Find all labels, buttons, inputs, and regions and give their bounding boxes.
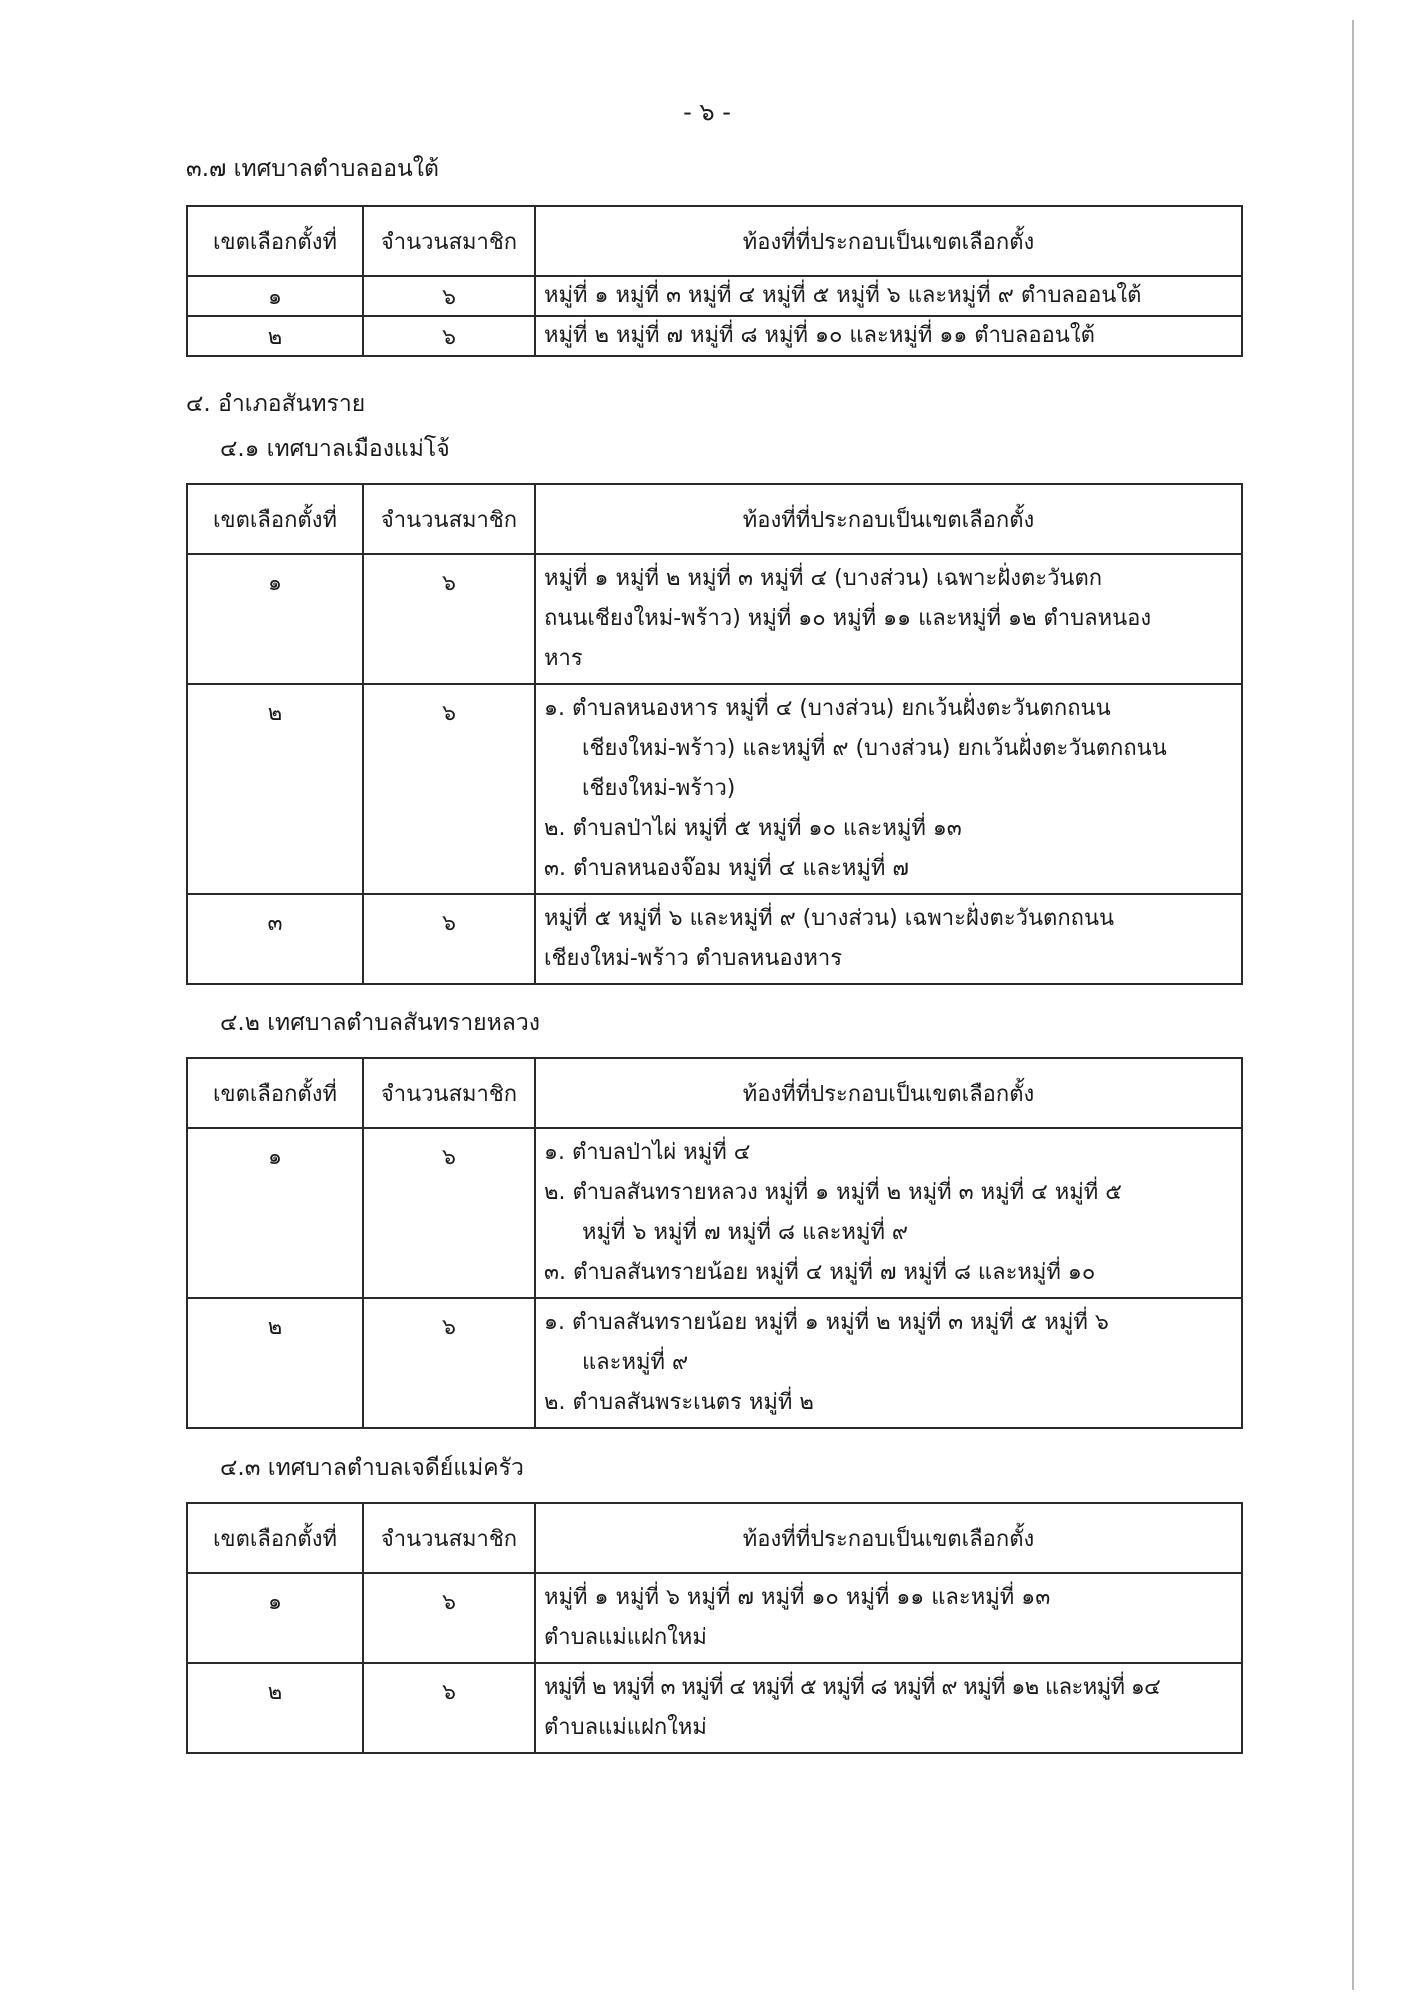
district-table-chedi-mae-khrua — [186, 1502, 1243, 1754]
header-area: ท้องที่ที่ประกอบเป็นเขตเลือกตั้ง — [535, 484, 1242, 554]
district-number: ๒ — [187, 316, 363, 356]
area-line: หมู่ที่ ๑ หมู่ที่ ๓ หมู่ที่ ๔ หมู่ที่ ๕ หมู่ที่ ๖ และหมู่ที่ ๙ ตำบลออนใต้ — [544, 283, 1142, 308]
area-line: และหมู่ที่ ๙ — [582, 1350, 689, 1375]
area-line: ๑. ตำบลหนองหาร หมู่ที่ ๔ (บางส่วน) ยกเว้นฝั่งตะวันตกถนน — [544, 696, 1111, 721]
table-header-row — [187, 206, 1242, 276]
area-line: เชียงใหม่-พร้าว ตำบลหนองหาร — [544, 946, 843, 971]
district-number: ๑ — [187, 1128, 363, 1298]
district-number: ๒ — [187, 1663, 363, 1753]
district-number: ๑ — [187, 276, 363, 316]
district-number: ๒ — [187, 684, 363, 894]
table-row — [187, 1128, 1242, 1298]
member-count: ๖ — [363, 1663, 535, 1753]
area-line: ถนนเชียงใหม่-พร้าว) หมู่ที่ ๑๐ หมู่ที่ ๑๑ และหมู่ที่ ๑๒ ตำบลหนอง — [544, 606, 1152, 631]
member-count: ๖ — [363, 1298, 535, 1428]
table-header-row — [187, 484, 1242, 554]
area-line: เชียงใหม่-พร้าว) และหมู่ที่ ๙ (บางส่วน) ยกเว้นฝั่งตะวันตกถนน — [582, 736, 1167, 761]
district-number: ๑ — [187, 1573, 363, 1663]
table-header-row — [187, 1503, 1242, 1573]
area-description — [535, 894, 1242, 984]
header-members: จำนวนสมาชิก — [363, 484, 535, 554]
table-header-row — [187, 1058, 1242, 1128]
district-table-mae-jo — [186, 483, 1243, 985]
area-line: ตำบลแม่แฝกใหม่ — [544, 1715, 707, 1740]
header-members: จำนวนสมาชิก — [363, 1503, 535, 1573]
table-row — [187, 1663, 1242, 1753]
area-description — [535, 1128, 1242, 1298]
member-count: ๖ — [363, 894, 535, 984]
table-row — [187, 316, 1242, 356]
area-line: หมู่ที่ ๖ หมู่ที่ ๗ หมู่ที่ ๘ และหมู่ที่ ๙ — [582, 1220, 909, 1245]
table-row — [187, 554, 1242, 684]
district-number: ๑ — [187, 554, 363, 684]
area-line: ๑. ตำบลป่าไผ่ หมู่ที่ ๔ — [544, 1140, 751, 1165]
area-line: เชียงใหม่-พร้าว) — [582, 776, 736, 801]
header-district: เขตเลือกตั้งที่ — [187, 1058, 363, 1128]
area-line: ๓. ตำบลหนองจ๊อม หมู่ที่ ๔ และหมู่ที่ ๗ — [544, 856, 909, 881]
area-description — [535, 1663, 1242, 1753]
page-number: - ๖ - — [683, 98, 731, 126]
area-line: ตำบลแม่แฝกใหม่ — [544, 1625, 707, 1650]
area-line: หมู่ที่ ๑ หมู่ที่ ๒ หมู่ที่ ๓ หมู่ที่ ๔ (บางส่วน) เฉพาะฝั่งตะวันตก — [544, 566, 1103, 591]
header-district: เขตเลือกตั้งที่ — [187, 1503, 363, 1573]
area-line: ๑. ตำบลสันทรายน้อย หมู่ที่ ๑ หมู่ที่ ๒ หมู่ที่ ๓ หมู่ที่ ๕ หมู่ที่ ๖ — [544, 1310, 1109, 1335]
member-count: ๖ — [363, 1573, 535, 1663]
section-heading-4-2: ๔.๒ เทศบาลตำบลสันทรายหลวง — [220, 1010, 541, 1036]
header-members: จำนวนสมาชิก — [363, 206, 535, 276]
header-area: ท้องที่ที่ประกอบเป็นเขตเลือกตั้ง — [535, 1058, 1242, 1128]
area-description — [535, 276, 1242, 316]
area-line: ๒. ตำบลสันพระเนตร หมู่ที่ ๒ — [544, 1390, 814, 1415]
district-table-on-tai — [186, 205, 1243, 357]
district-table-san-sai-luang — [186, 1057, 1243, 1429]
area-line: หาร — [544, 646, 583, 671]
area-description — [535, 1573, 1242, 1663]
area-description — [535, 316, 1242, 356]
member-count: ๖ — [363, 276, 535, 316]
section-heading-3-7: ๓.๗ เทศบาลตำบลออนใต้ — [186, 156, 439, 182]
area-line: หมู่ที่ ๕ หมู่ที่ ๖ และหมู่ที่ ๙ (บางส่วน) เฉพาะฝั่งตะวันตกถนน — [544, 906, 1115, 931]
area-line: หมู่ที่ ๑ หมู่ที่ ๖ หมู่ที่ ๗ หมู่ที่ ๑๐ หมู่ที่ ๑๑ และหมู่ที่ ๑๓ — [544, 1585, 1051, 1610]
table-row — [187, 894, 1242, 984]
area-line: หมู่ที่ ๒ หมู่ที่ ๗ หมู่ที่ ๘ หมู่ที่ ๑๐ และหมู่ที่ ๑๑ ตำบลออนใต้ — [544, 323, 1095, 348]
table-row — [187, 1573, 1242, 1663]
table-row — [187, 684, 1242, 894]
header-district: เขตเลือกตั้งที่ — [187, 484, 363, 554]
area-description — [535, 1298, 1242, 1428]
member-count: ๖ — [363, 554, 535, 684]
area-description — [535, 554, 1242, 684]
header-district: เขตเลือกตั้งที่ — [187, 206, 363, 276]
header-area: ท้องที่ที่ประกอบเป็นเขตเลือกตั้ง — [535, 1503, 1242, 1573]
member-count: ๖ — [363, 316, 535, 356]
district-number: ๒ — [187, 1298, 363, 1428]
area-line: หมู่ที่ ๒ หมู่ที่ ๓ หมู่ที่ ๔ หมู่ที่ ๕ หมู่ที่ ๘ หมู่ที่ ๙ หมู่ที่ ๑๒ และหมู่ที่ ๑๔ — [544, 1675, 1161, 1700]
member-count: ๖ — [363, 1128, 535, 1298]
district-number: ๓ — [187, 894, 363, 984]
area-line: ๒. ตำบลสันทรายหลวง หมู่ที่ ๑ หมู่ที่ ๒ หมู่ที่ ๓ หมู่ที่ ๔ หมู่ที่ ๕ — [544, 1180, 1122, 1205]
section-heading-4: ๔. อำเภอสันทราย — [186, 391, 366, 417]
section-heading-4-3: ๔.๓ เทศบาลตำบลเจดีย์แม่ครัว — [220, 1455, 524, 1481]
header-area: ท้องที่ที่ประกอบเป็นเขตเลือกตั้ง — [535, 206, 1242, 276]
table-row — [187, 276, 1242, 316]
page-edge-line — [1352, 20, 1354, 1990]
table-row — [187, 1298, 1242, 1428]
header-members: จำนวนสมาชิก — [363, 1058, 535, 1128]
member-count: ๖ — [363, 684, 535, 894]
section-heading-4-1: ๔.๑ เทศบาลเมืองแม่โจ้ — [220, 436, 450, 462]
area-line: ๒. ตำบลป่าไผ่ หมู่ที่ ๕ หมู่ที่ ๑๐ และหมู่ที่ ๑๓ — [544, 816, 962, 841]
area-line: ๓. ตำบลสันทรายน้อย หมู่ที่ ๔ หมู่ที่ ๗ หมู่ที่ ๘ และหมู่ที่ ๑๐ — [544, 1260, 1096, 1285]
area-description — [535, 684, 1242, 894]
